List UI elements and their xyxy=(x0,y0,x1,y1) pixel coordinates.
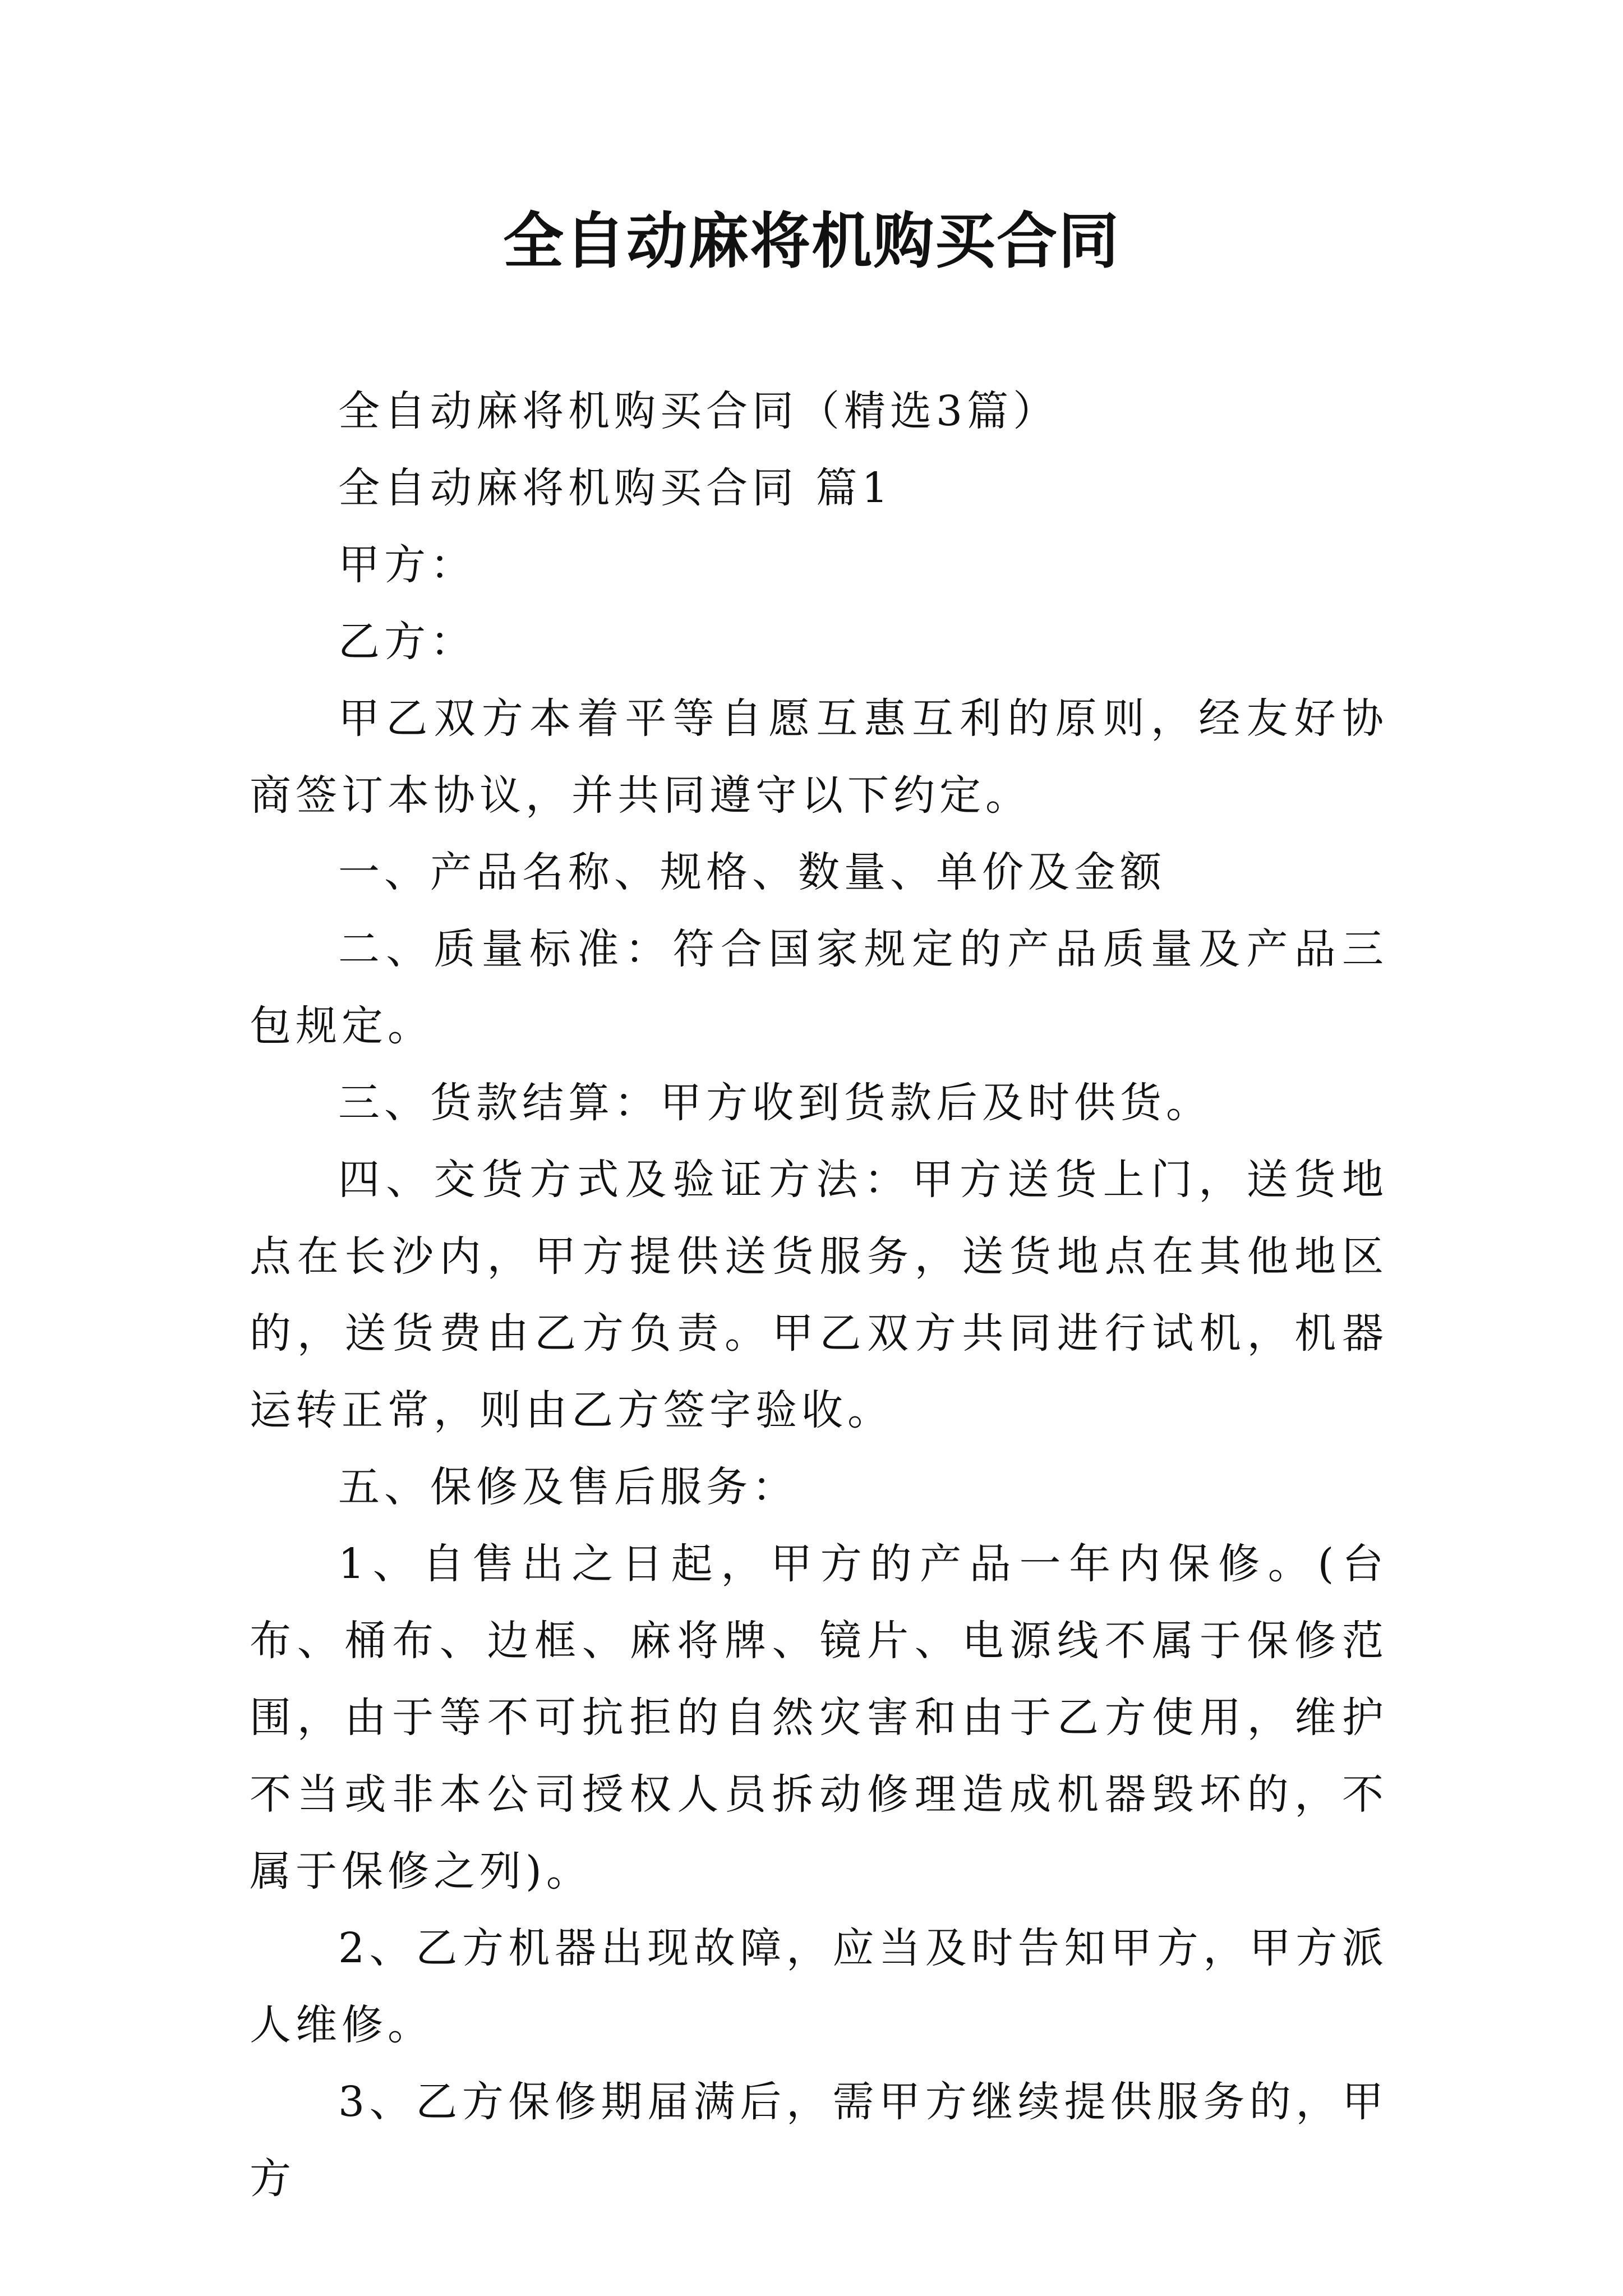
paragraph-payment: 三、货款结算：甲方收到货款后及时供货。 xyxy=(338,1079,1212,1127)
document-body xyxy=(250,373,1388,2217)
paragraph-agreement-intro: 甲乙双方本着平等自愿互惠互利的原则，经友好协商签订本协议，并共同遵守以下约定。 xyxy=(250,694,1388,820)
paragraph-warranty-item-1: 1、自售出之日起，甲方的产品一年内保修。(台布、桶布、边框、麻将牌、镜片、电源线不属于保修范围，由于等不可抗拒的自然灾害和由于乙方使用，维护不当或非本公司授权人员拆动修理造成机器毁坏的，不属于保修之列)。 xyxy=(250,1540,1388,1895)
paragraph-party-b: 乙方： xyxy=(338,618,476,666)
paragraph-quality-standard: 二、质量标准：符合国家规定的产品质量及产品三包规定。 xyxy=(250,925,1388,1050)
document-title: 全自动麻将机购买合同 xyxy=(502,206,1120,277)
paragraph-collection-title: 全自动麻将机购买合同（精选3篇） xyxy=(338,387,1059,435)
paragraph-product-info: 一、产品名称、规格、数量、单价及金额 xyxy=(338,848,1166,896)
paragraph-party-a: 甲方： xyxy=(338,541,476,589)
paragraph-warranty-heading: 五、保修及售后服务： xyxy=(338,1463,798,1511)
paragraph-warranty-item-3: 3、乙方保修期届满后，需甲方继续提供服务的，甲方 xyxy=(250,2078,1388,2203)
paragraph-delivery: 四、交货方式及验证方法：甲方送货上门，送货地点在长沙内，甲方提供送货服务，送货地点在其他地区的，送货费由乙方负责。甲乙双方共同进行试机，机器运转正常，则由乙方签字验收。 xyxy=(250,1156,1388,1434)
paragraph-warranty-item-2: 2、乙方机器出现故障，应当及时告知甲方，甲方派人维修。 xyxy=(250,1924,1388,2049)
paragraph-part-heading: 全自动麻将机购买合同 篇1 xyxy=(338,464,893,512)
